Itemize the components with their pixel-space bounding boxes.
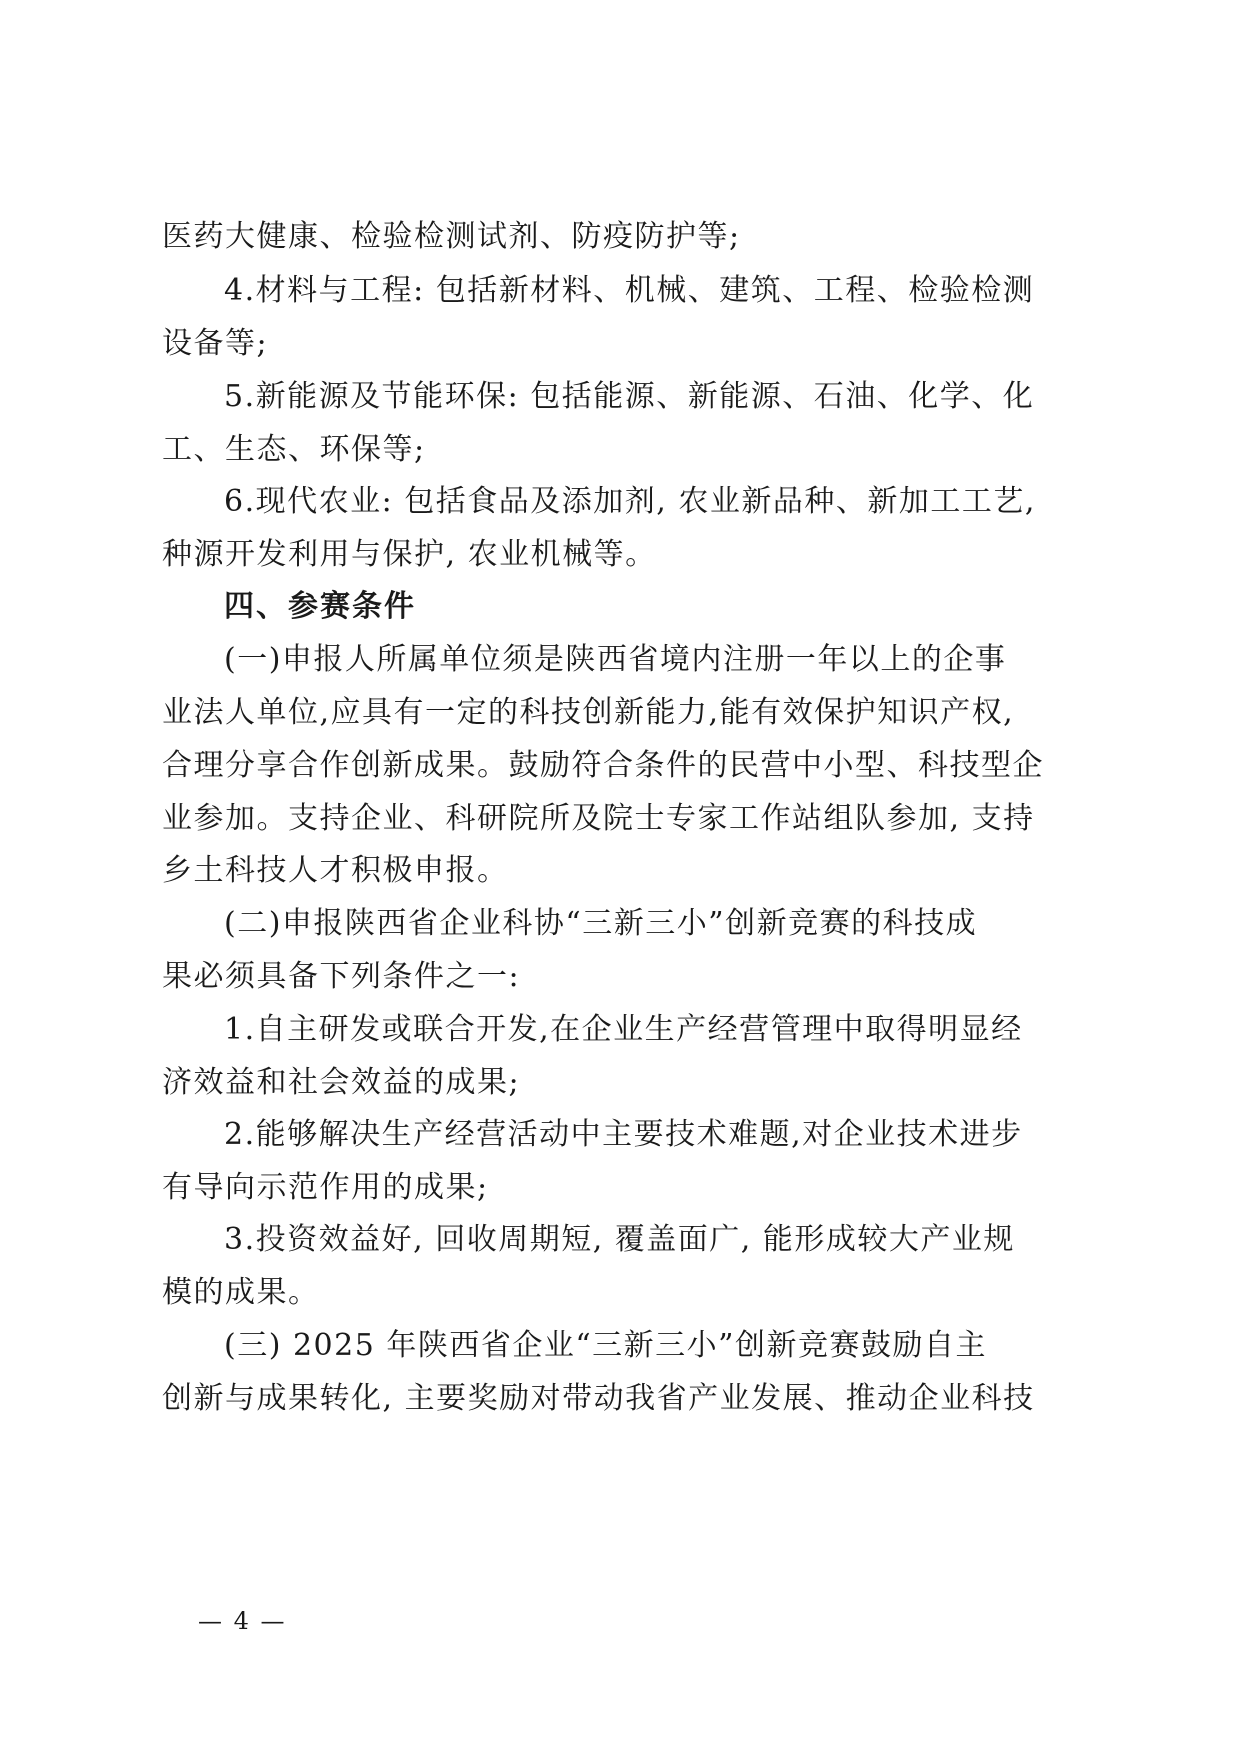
text-line: 医药大健康、检验检测试剂、防疫防护等;: [162, 219, 741, 254]
text-line: 工、生态、环保等;: [162, 432, 426, 467]
text-line: (一)申报人所属单位须是陕西省境内注册一年以上的企事: [224, 642, 1007, 677]
text-line: 业法人单位,应具有一定的科技创新能力,能有效保护知识产权,: [162, 695, 1015, 730]
text-line: (二)申报陕西省企业科协“三新三小”创新竞赛的科技成: [224, 906, 978, 941]
page-number: — 4 —: [198, 1607, 287, 1635]
text-line: 合理分享合作创新成果。鼓励符合条件的民营中小型、科技型企: [162, 748, 1044, 783]
text-line: 2.能够解决生产经营活动中主要技术难题,对企业技术进步: [224, 1117, 1023, 1152]
section-heading: 四、参赛条件: [224, 589, 416, 624]
text-line: (三) 2025 年陕西省企业“三新三小”创新竞赛鼓励自主: [224, 1328, 988, 1363]
text-line: 模的成果。: [162, 1275, 320, 1310]
text-line: 业参加。支持企业、科研院所及院士专家工作站组队参加, 支持: [162, 801, 1035, 836]
text-line: 4.材料与工程: 包括新材料、机械、建筑、工程、检验检测: [224, 273, 1035, 308]
text-line: 济效益和社会效益的成果;: [162, 1065, 521, 1100]
text-line: 乡土科技人才积极申报。: [162, 853, 509, 888]
text-line: 设备等;: [162, 326, 269, 361]
text-line: 5.新能源及节能环保: 包括能源、新能源、石油、化学、化: [224, 379, 1035, 414]
text-line: 果必须具备下列条件之一:: [162, 959, 521, 994]
text-line: 创新与成果转化, 主要奖励对带动我省产业发展、推动企业科技: [162, 1381, 1035, 1416]
text-line: 有导向示范作用的成果;: [162, 1170, 489, 1205]
text-line: 3.投资效益好, 回收周期短, 覆盖面广, 能形成较大产业规: [224, 1222, 1015, 1257]
text-line: 6.现代农业: 包括食品及添加剂, 农业新品种、新加工工艺,: [224, 484, 1036, 519]
text-line: 种源开发利用与保护, 农业机械等。: [162, 537, 657, 572]
text-line: 1.自主研发或联合开发,在企业生产经营管理中取得明显经: [224, 1012, 1023, 1047]
